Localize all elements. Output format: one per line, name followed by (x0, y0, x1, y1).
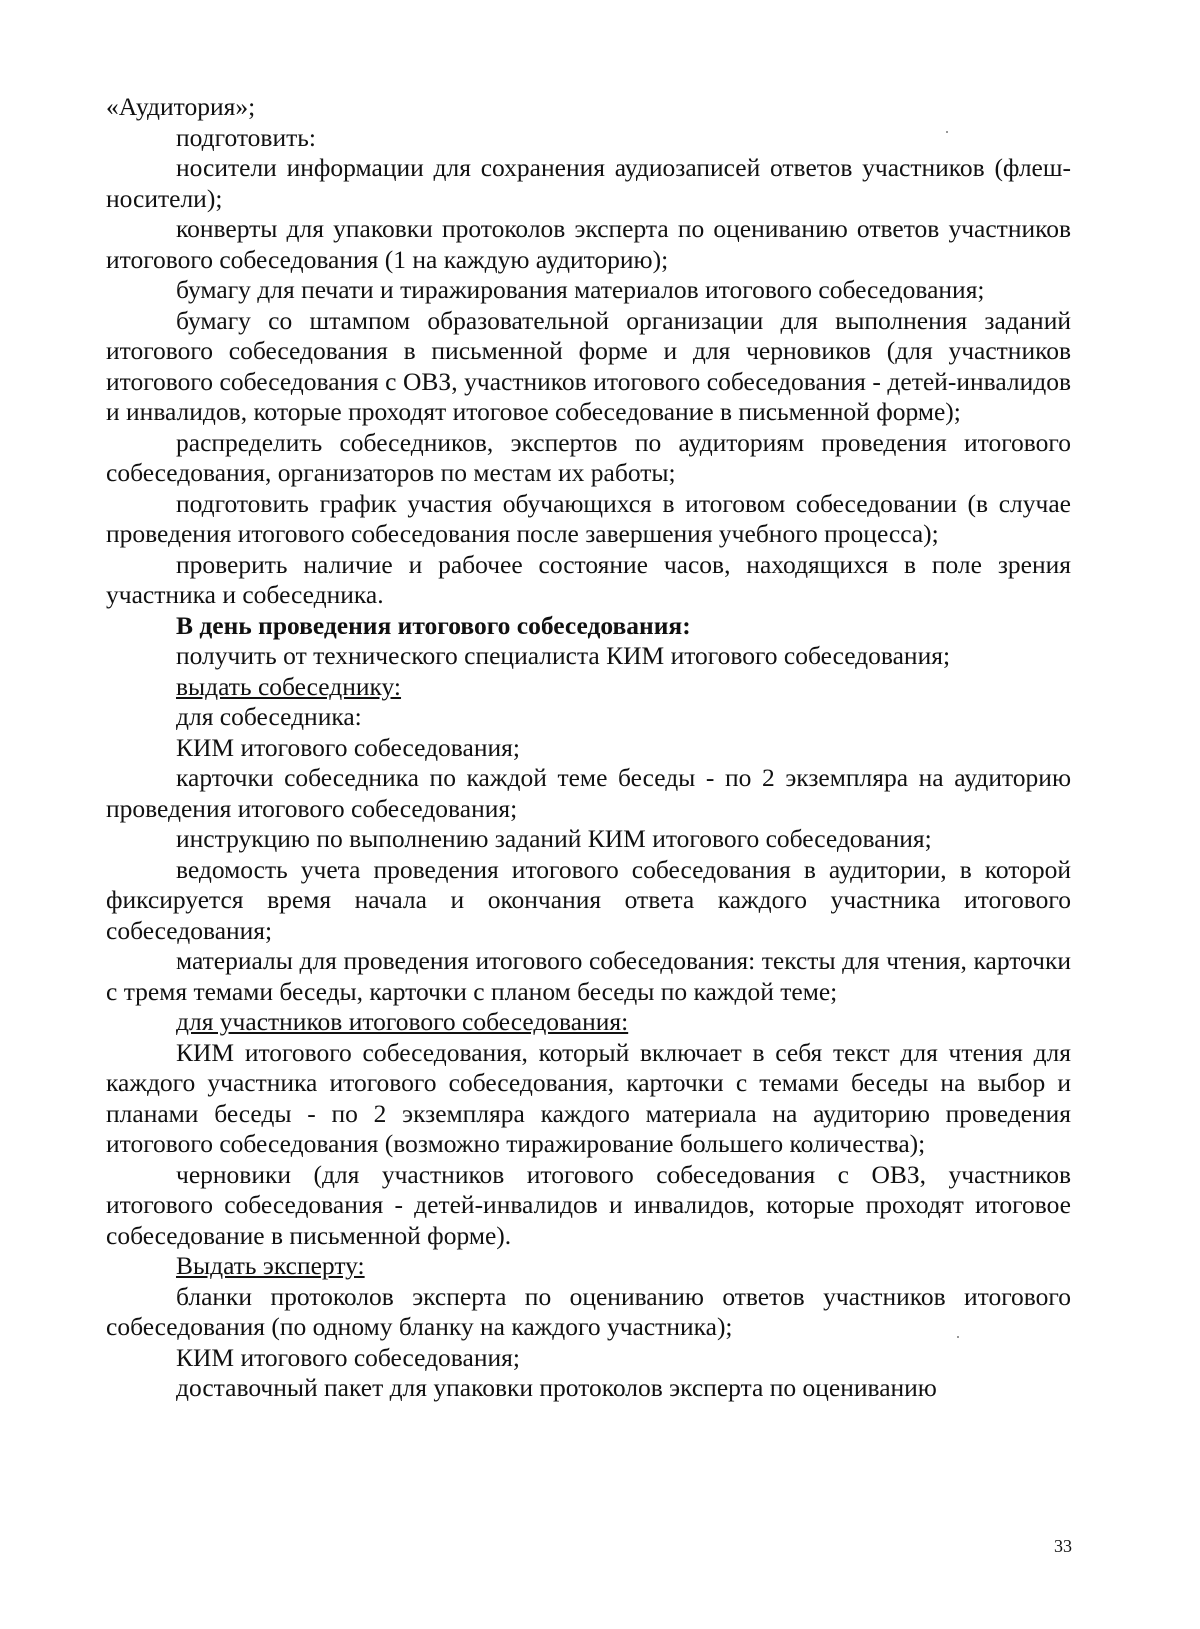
paragraph (106, 702, 1071, 733)
underlined-subheading (106, 1007, 1071, 1038)
paragraph-text: В день проведения итогового собеседования: (176, 610, 691, 640)
paragraph (106, 489, 1071, 550)
paragraph (106, 1160, 1071, 1252)
paragraph (106, 763, 1071, 824)
paragraph (106, 1343, 1071, 1374)
paragraph-text: КИМ итогового собеседования; (176, 1342, 520, 1372)
paragraph-text: инструкцию по выполнению заданий КИМ итогового собеседования; (176, 824, 932, 853)
paragraph-text: конверты для упаковки протоколов эксперта по оцениванию ответов участников итогового собеседования (1 на каждую аудиторию); (106, 214, 1071, 274)
paragraph-text: ведомость учета проведения итогового собеседования в аудитории, в которой фиксируется время начала и окончания ответа каждого участника итогового собеседования; (106, 854, 1071, 945)
paragraph (106, 92, 1071, 123)
paragraph-text: получить от технического специалиста КИМ итогового собеседования; (176, 641, 951, 670)
paragraph (106, 946, 1071, 1007)
page-number: 33 (1054, 1536, 1072, 1556)
paragraph (106, 1282, 1071, 1343)
paragraph-text: бумагу со штампом образовательной организации для выполнения заданий итогового собеседования в письменной форме и для черновиков (для участников итогового собеседования с ОВЗ, участников итогового собеседования - детей-инвалидов и инвалидов, которые проходят итоговое собеседование в письменной форме); (106, 305, 1071, 426)
scan-speck (957, 1336, 959, 1338)
page-body-text (106, 92, 1071, 1404)
paragraph-text: КИМ итогового собеседования; (176, 732, 520, 762)
paragraph (106, 153, 1071, 214)
underlined-subheading (106, 672, 1071, 703)
paragraph-text: «Аудитория»; (106, 92, 256, 121)
paragraph (106, 733, 1071, 764)
paragraph-text: бумагу для печати и тиражирования материалов итогового собеседования; (176, 275, 985, 304)
paragraph-text: носители информации для сохранения аудиозаписей ответов участников (флеш-носители); (106, 153, 1071, 213)
paragraph (106, 641, 1071, 672)
section-heading (106, 611, 1071, 642)
paragraph (106, 1373, 1071, 1404)
paragraph-text: распределить собеседников, экспертов по аудиториям проведения итогового собеседования, организаторов по местам их работы; (106, 427, 1071, 487)
paragraph (106, 275, 1071, 306)
paragraph-text: КИМ итогового собеседования, который включает в себя текст для чтения для каждого участника итогового собеседования, карточки с темами беседы на выбор и планами беседы - по 2 экземпляра каждого материала на аудиторию проведения итогового собеседования (возможно тиражирование большего количества); (106, 1037, 1071, 1158)
paragraph-text: материалы для проведения итогового собеседования: тексты для чтения, карточки с тремя темами беседы, карточки с планом беседы по каждой теме; (106, 946, 1071, 1006)
paragraph-text: черновики (для участников итогового собеседования с ОВЗ, участников итогового собеседования - детей-инвалидов и инвалидов, которые проходят итоговое собеседование в письменной форме). (106, 1159, 1071, 1250)
paragraph (106, 855, 1071, 947)
paragraph (106, 428, 1071, 489)
scan-speck (946, 131, 948, 133)
paragraph-text: карточки собеседника по каждой теме беседы - по 2 экземпляра на аудиторию проведения итогового собеседования; (106, 763, 1071, 823)
underlined-subheading (106, 1251, 1071, 1282)
paragraph-text: подготовить график участия обучающихся в итоговом собеседовании (в случае проведения итогового собеседования после завершения учебного процесса); (106, 488, 1071, 548)
paragraph (106, 1038, 1071, 1160)
paragraph-text: подготовить: (176, 122, 316, 152)
paragraph-text: бланки протоколов эксперта по оцениванию ответов участников итогового собеседования (по одному бланку на каждого участника); (106, 1281, 1071, 1341)
paragraph (106, 214, 1071, 275)
paragraph (106, 123, 1071, 154)
paragraph-text: Выдать эксперту: (176, 1251, 365, 1280)
paragraph-text: для участников итогового собеседования: (176, 1007, 629, 1036)
paragraph (106, 824, 1071, 855)
paragraph-text: выдать собеседнику: (176, 671, 402, 701)
paragraph (106, 306, 1071, 428)
paragraph-text: доставочный пакет для упаковки протоколов эксперта по оцениванию (176, 1373, 937, 1402)
paragraph-text: для собеседника: (176, 702, 362, 731)
paragraph (106, 550, 1071, 611)
paragraph-text: проверить наличие и рабочее состояние часов, находящихся в поле зрения участника и собеседника. (106, 549, 1071, 609)
